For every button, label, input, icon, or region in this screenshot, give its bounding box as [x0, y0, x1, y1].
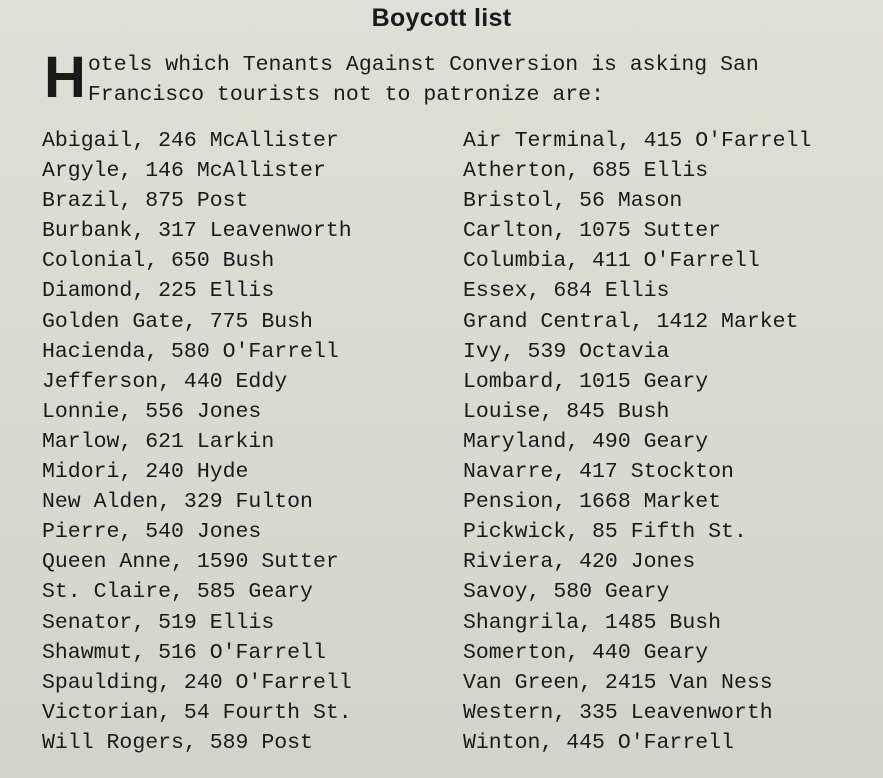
hotel-entry: Queen Anne, 1590 Sutter: [42, 550, 339, 575]
intro-text: otels which Tenants Against Conversion is asking San Francisco tourists not to patronize are:: [87, 53, 759, 107]
hotel-entry: Hacienda, 580 O'Farrell: [42, 339, 339, 364]
hotel-entry: Lonnie, 556 Jones: [42, 399, 262, 424]
hotel-entry: Marlow, 621 Larkin: [42, 429, 275, 454]
hotel-entry: Pickwick, 85 Fifth St.: [463, 520, 747, 545]
hotel-entry: Argyle, 146 McAllister: [42, 159, 326, 184]
hotel-entry: Western, 335 Leavenworth: [463, 700, 773, 725]
hotel-entry: Carlton, 1075 Sutter: [463, 219, 722, 244]
drop-cap: H: [44, 45, 86, 110]
hotel-entry: Riviera, 420 Jones: [463, 550, 696, 575]
hotel-entry: Lombard, 1015 Geary: [463, 369, 709, 394]
hotel-entry: Senator, 519 Ellis: [42, 610, 275, 635]
hotel-entry: Maryland, 490 Geary: [463, 429, 709, 454]
article-title: Boycott list: [371, 4, 512, 32]
hotel-entry: Atherton, 685 Ellis: [463, 159, 709, 184]
hotel-entry: Louise, 845 Bush: [463, 399, 670, 424]
hotel-entry: Spaulding, 240 O'Farrell: [42, 670, 352, 695]
intro-paragraph: [44, 45, 874, 110]
hotel-entry: Victorian, 54 Fourth St.: [42, 700, 352, 725]
hotel-entry: Diamond, 225 Ellis: [42, 279, 275, 304]
hotel-entry: Midori, 240 Hyde: [42, 460, 249, 485]
hotel-entry: Grand Central, 1412 Market: [463, 309, 799, 334]
hotel-entry: Burbank, 317 Leavenworth: [42, 219, 352, 244]
hotel-entry: Brazil, 875 Post: [42, 189, 249, 214]
hotel-entry: Navarre, 417 Stockton: [463, 460, 734, 485]
left-hotel-column: [42, 126, 352, 758]
hotel-entry: Winton, 445 O'Farrell: [463, 730, 734, 755]
hotel-entry: New Alden, 329 Fulton: [42, 490, 313, 515]
hotel-entry: Will Rogers, 589 Post: [42, 730, 313, 755]
hotel-entry: Jefferson, 440 Eddy: [42, 369, 288, 394]
hotel-entry: Savoy, 580 Geary: [463, 580, 670, 605]
hotel-entry: Golden Gate, 775 Bush: [42, 309, 313, 334]
hotel-entry: Columbia, 411 O'Farrell: [463, 249, 760, 274]
hotel-entry: Pension, 1668 Market: [463, 490, 722, 515]
hotel-entry: Ivy, 539 Octavia: [463, 339, 670, 364]
hotel-entry: Van Green, 2415 Van Ness: [463, 670, 773, 695]
hotel-entry: St. Claire, 585 Geary: [42, 580, 313, 605]
hotel-entry: Essex, 684 Ellis: [463, 279, 670, 304]
hotel-entry: Shangrila, 1485 Bush: [463, 610, 722, 635]
hotel-entry: Bristol, 56 Mason: [463, 189, 683, 214]
hotel-entry: Shawmut, 516 O'Farrell: [42, 640, 326, 665]
hotel-entry: Air Terminal, 415 O'Farrell: [463, 129, 812, 153]
right-hotel-column: [463, 126, 811, 758]
hotel-entry: Abigail, 246 McAllister: [42, 129, 339, 153]
hotel-entry: Somerton, 440 Geary: [463, 640, 709, 665]
hotel-entry: Pierre, 540 Jones: [42, 520, 262, 545]
hotel-entry: Colonial, 650 Bush: [42, 249, 275, 274]
